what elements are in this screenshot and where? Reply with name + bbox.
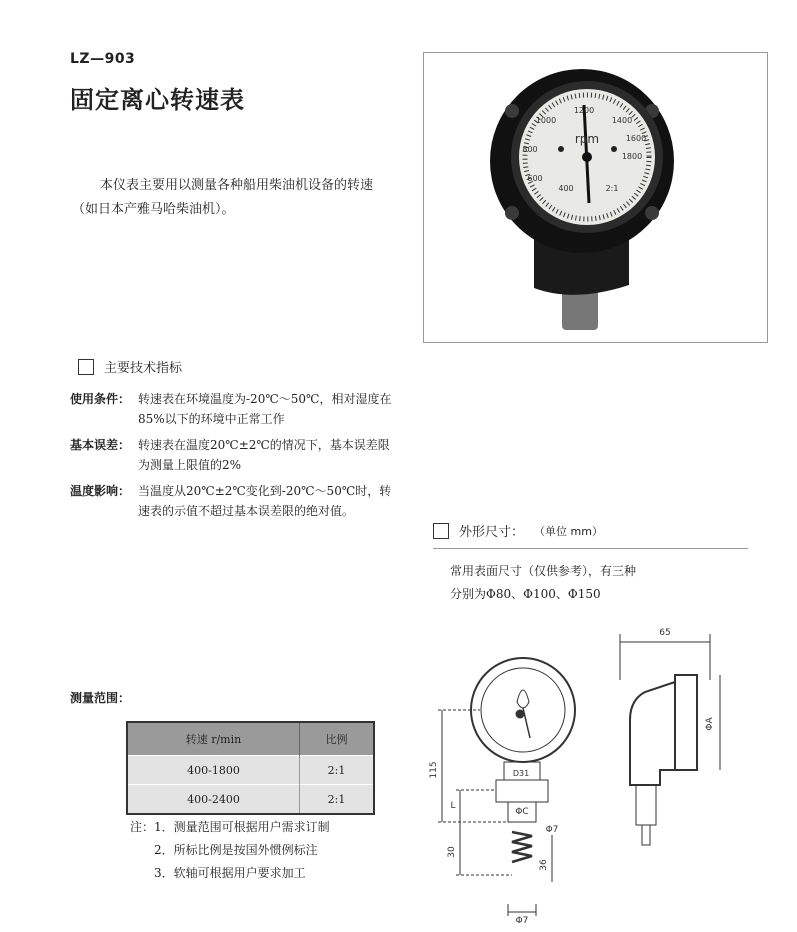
intro-paragraph: 本仪表主要用以测量各种船用柴油机设备的转速（如日本产雅马哈柴油机）。 — [72, 178, 374, 217]
table-header: 转速 r/min — [127, 722, 299, 756]
table-cell: 2:1 — [299, 756, 374, 785]
dim-label: Φ7 — [545, 825, 559, 835]
note-item: 2．所标比例是按国外惯例标注 — [154, 843, 318, 857]
side-stem — [636, 785, 656, 825]
dim-label: 36 — [539, 859, 549, 871]
notes — [130, 816, 330, 885]
model-number: LZ—903 — [70, 51, 136, 67]
table-cell: 400-1800 — [127, 756, 299, 785]
side-flange — [675, 675, 697, 770]
table-row — [127, 785, 374, 815]
dial-label: 600 — [527, 174, 543, 183]
dial-label: 1600 — [625, 134, 647, 143]
dimensions-heading-text: 外形尺寸： — [459, 525, 525, 540]
dimensions-text-line: 常用表面尺寸（仅供参考），有三种 — [450, 564, 637, 578]
dial-ratio: 2:1 — [605, 184, 619, 193]
dim-label: 65 — [659, 628, 671, 638]
dim-label: Φ7 — [515, 916, 529, 925]
spec-text: 当温度从20℃±2℃变化到-20℃～50℃时，转速表的示值不超过基本误差限的绝对值。 — [138, 484, 392, 518]
table-cell: 400-2400 — [127, 785, 299, 815]
dim-label: ΦA — [705, 717, 715, 731]
dim-label: D31 — [512, 769, 530, 778]
tachometer-illustration — [424, 53, 767, 342]
table-header-row — [127, 722, 374, 756]
spec-label: 使用条件： — [70, 392, 131, 406]
checkbox-square-icon — [78, 359, 94, 375]
dial-label: 1000 — [535, 116, 557, 125]
coupling — [496, 780, 548, 802]
table-header: 比例 — [299, 722, 374, 756]
table-row — [127, 756, 374, 785]
dial-label: 1400 — [611, 116, 633, 125]
checkbox-square-icon — [433, 523, 449, 539]
dimensions-text — [450, 560, 710, 606]
spec-text: 转速表在温度20℃±2℃的情况下，基本误差限为测量上限值的2% — [138, 438, 390, 472]
range-table — [126, 721, 375, 815]
spec-label: 基本误差： — [70, 438, 131, 452]
specs-heading — [78, 357, 182, 376]
dial-label: 400 — [558, 184, 574, 193]
specs-heading-text: 主要技术指标 — [104, 361, 183, 376]
note-item: 注：1．测量范围可根据用户需求订制 — [130, 820, 330, 834]
bolt-hole-icon — [645, 206, 659, 220]
divider — [433, 548, 748, 549]
page-title: 固定离心转速表 — [70, 86, 245, 114]
dimensions-heading — [433, 521, 603, 540]
dial-label: 1200 — [573, 106, 595, 115]
note-item: 3．软轴可根据用户要求加工 — [154, 866, 306, 880]
spec-label: 温度影响： — [70, 484, 131, 498]
dim-label: ΦC — [515, 807, 529, 817]
side-body — [630, 682, 675, 785]
range-label: 测量范围： — [70, 691, 131, 705]
table-cell: 2:1 — [299, 785, 374, 815]
dimensions-text-line: 分别为Φ80、Φ100、Φ150 — [450, 587, 601, 601]
flex-shaft — [512, 832, 532, 862]
spec-text: 转速表在环境温度为-20℃～50℃，相对湿度在85%以下的环境中正常工作 — [138, 392, 392, 426]
dim-label: 115 — [429, 761, 439, 779]
dial-unit: rpm — [574, 132, 600, 146]
dial-label: 800 — [522, 145, 538, 154]
dial-label: 1800 — [621, 152, 643, 161]
bolt-hole-icon — [505, 206, 519, 220]
dim-label: L — [450, 801, 456, 811]
bolt-hole-icon — [505, 104, 519, 118]
side-shaft — [642, 825, 650, 845]
product-photo — [423, 52, 768, 343]
dimension-drawing — [420, 620, 740, 925]
needle-hub — [517, 690, 529, 708]
dimensions-unit: （单位 mm） — [534, 524, 603, 538]
dim-label: 30 — [447, 846, 457, 858]
